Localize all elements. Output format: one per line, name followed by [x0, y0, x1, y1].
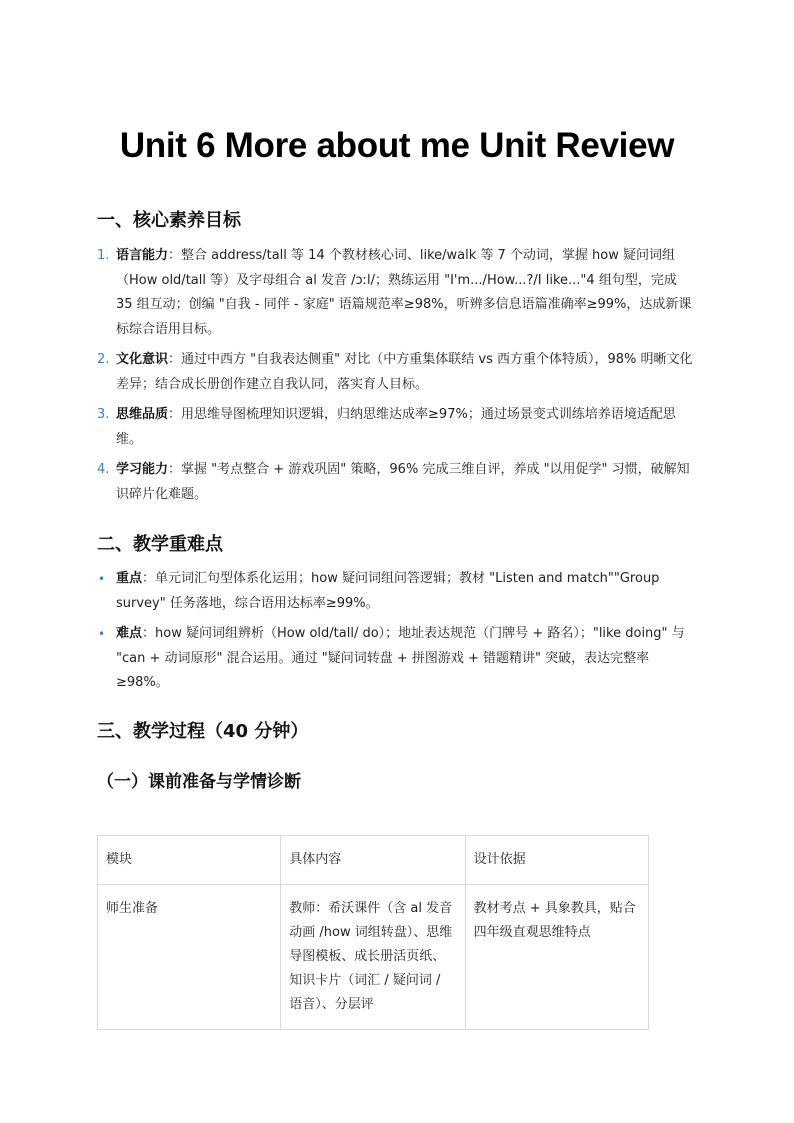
list-number: 2.: [97, 352, 110, 367]
document-title: Unit 6 More about me Unit Review: [119, 126, 675, 165]
section-heading-core-goals: 一、核心素养目标: [97, 210, 241, 231]
item-label: 语言能力: [116, 248, 169, 263]
list-item: [97, 622, 697, 696]
item-separator: ：: [168, 352, 182, 367]
item-text: how 疑问词组辨析（How old/tall/ do）；地址表达规范（门牌号 + 路名）；"like doing" 与 "can + 动词原形" 混合运用。通过 "疑问词转盘 + 拼图游戏 + 错题精讲" 突破，表达完整率≥98%。: [116, 626, 685, 690]
table-row: [98, 885, 649, 1030]
section-heading-teaching-process: 三、教学过程（40 分钟）: [97, 721, 309, 742]
item-separator: ：: [142, 571, 156, 586]
list-item: [97, 348, 697, 397]
list-number: 3.: [97, 407, 110, 422]
item-label: 文化意识: [116, 352, 169, 367]
list-item: [97, 403, 697, 452]
item-separator: ：: [142, 626, 156, 641]
item-label: 难点: [116, 626, 143, 641]
list-number: 4.: [97, 462, 110, 477]
item-text: 通过中西方 "自我表达侧重" 对比（中方重集体联结 vs 西方重个体特质），98% 明晰文化差异；结合成长册创作建立自我认同，落实育人目标。: [116, 352, 693, 392]
table-cell: 师生准备: [98, 885, 281, 1030]
item-text: 单元词汇句型体系化运用；how 疑问词组问答逻辑；教材 "Listen and match""Group survey" 任务落地，综合语用达标率≥99%。: [116, 571, 660, 611]
list-item: [97, 567, 697, 616]
subsection-heading-preparation: （一）课前准备与学情诊断: [97, 772, 301, 792]
list-item: [97, 244, 697, 342]
item-separator: ：: [168, 248, 182, 263]
item-text: 用思维导图梳理知识逻辑，归纳思维达成率≥97%；通过场景变式训练培养语境适配思维。: [116, 407, 676, 447]
preparation-table: [97, 835, 649, 1030]
item-separator: ：: [168, 407, 182, 422]
table-header-cell: 具体内容: [281, 836, 465, 885]
table-cell: 教师：希沃课件（含 al 发音动画 /how 词组转盘）、思维导图模板、成长册活页纸、知识卡片（词汇 / 疑问词 / 语音）、分层评: [281, 885, 465, 1030]
item-separator: ：: [168, 462, 182, 477]
bullet-icon: •: [98, 572, 106, 586]
table-header-cell: 设计依据: [465, 836, 648, 885]
item-label: 思维品质: [116, 407, 169, 422]
bullet-icon: •: [98, 627, 106, 641]
item-text: 整合 address/tall 等 14 个教材核心词、like/walk 等 7 个动词，掌握 how 疑问词组（How old/tall 等）及字母组合 al 发音 /ɔːl/；熟练运用 "I'm.../How...?/I like..."4 组句型，完成 35 组互动；创编 "自我 - 同伴 - 家庭" 语篇规范率≥98%，听辨多信息语篇准确率≥99%，达成新课标综合语用目标。: [116, 248, 692, 337]
table-cell: 教材考点 + 具象教具，贴合四年级直观思维特点: [465, 885, 648, 1030]
table-header-row: [98, 836, 649, 885]
section-heading-key-points: 二、教学重难点: [97, 534, 223, 555]
item-text: 掌握 "考点整合 + 游戏巩固" 策略，96% 完成三维自评，养成 "以用促学" 习惯，破解知识碎片化难题。: [116, 462, 690, 502]
key-points-list: [97, 567, 697, 696]
list-number: 1.: [97, 248, 110, 263]
item-label: 重点: [116, 571, 143, 586]
table-header-cell: 模块: [98, 836, 281, 885]
list-item: [97, 458, 697, 507]
item-label: 学习能力: [116, 462, 169, 477]
core-goals-list: [97, 244, 697, 507]
